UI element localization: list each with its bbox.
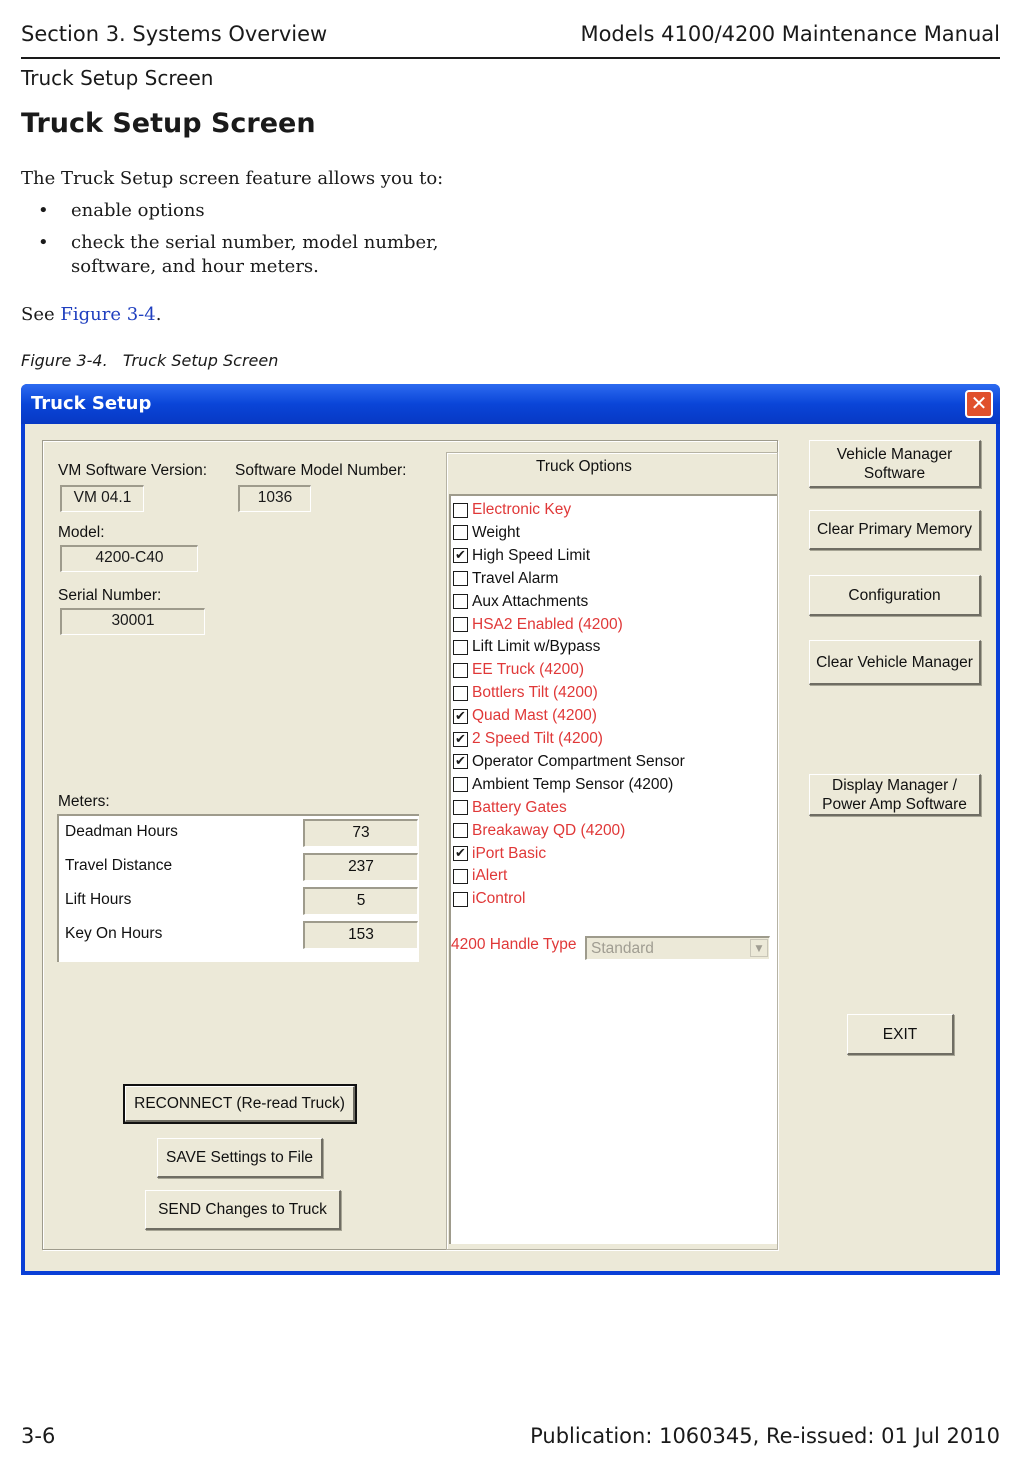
sw-model-label: Software Model Number: [235, 462, 407, 479]
bullet-item: enable options [71, 200, 205, 221]
truck-option-label: iAlert [472, 867, 508, 885]
truck-option-label: Breakaway QD (4200) [472, 821, 626, 839]
checkbox-unchecked[interactable] [453, 503, 468, 518]
checkbox-unchecked[interactable] [453, 800, 468, 815]
serial-number-field: 30001 [60, 608, 205, 635]
configuration-button[interactable] [809, 575, 981, 616]
send-changes-button[interactable] [145, 1190, 341, 1230]
sw-model-field: 1036 [238, 485, 311, 512]
truck-option-label: Weight [472, 523, 520, 541]
checkbox-unchecked[interactable] [453, 571, 468, 586]
truck-option-label: Electronic Key [472, 501, 572, 518]
checkbox-checked[interactable]: ✔ [453, 846, 468, 861]
exit-button[interactable] [847, 1014, 954, 1055]
meter-row [63, 816, 417, 850]
truck-option-item[interactable] [453, 821, 625, 841]
vehicle-manager-software-button[interactable] [809, 440, 981, 488]
bullet-dot: • [38, 200, 49, 221]
truck-option-label: Operator Compartment Sensor [472, 752, 685, 770]
handle-type-select[interactable] [585, 936, 770, 960]
meter-row [63, 918, 417, 952]
clear-vehicle-manager-label: Clear Vehicle Manager [816, 653, 973, 671]
truck-setup-window [21, 384, 1000, 1275]
truck-option-item[interactable] [453, 706, 597, 726]
truck-option-item[interactable] [453, 660, 584, 680]
reconnect-button[interactable] [125, 1086, 355, 1122]
model-label: Model: [58, 524, 105, 541]
meters-table [57, 814, 419, 962]
checkbox-unchecked[interactable] [453, 594, 468, 609]
truck-option-label: Lift Limit w/Bypass [472, 638, 601, 656]
bullet-item-continued: software, and hour meters. [71, 256, 319, 277]
checkbox-unchecked[interactable] [453, 617, 468, 632]
window-title: Truck Setup [31, 393, 152, 414]
save-settings-button[interactable] [157, 1138, 323, 1178]
chevron-down-icon[interactable]: ▼ [750, 939, 768, 957]
display-manager-software-button[interactable] [809, 774, 981, 816]
clear-primary-memory-label: Clear Primary Memory [816, 521, 972, 538]
truck-option-item[interactable] [453, 546, 590, 566]
meter-value: 5 [303, 887, 418, 915]
page-heading: Truck Setup Screen [21, 108, 316, 139]
configuration-label: Configuration [848, 586, 941, 604]
clear-primary-memory-button[interactable] [809, 510, 981, 550]
see-figure-line [21, 304, 161, 325]
truck-option-item[interactable] [453, 798, 567, 818]
truck-option-item[interactable] [453, 752, 685, 772]
header-section: Section 3. Systems Overview [21, 22, 328, 46]
title-bar[interactable] [21, 384, 1000, 424]
checkbox-unchecked[interactable] [453, 686, 468, 701]
meter-value: 237 [303, 853, 418, 881]
meter-label: Lift Hours [65, 891, 132, 908]
meter-label: Deadman Hours [65, 823, 178, 840]
checkbox-unchecked[interactable] [453, 640, 468, 655]
close-icon: ✕ [970, 391, 988, 415]
truck-option-item[interactable] [453, 775, 673, 795]
see-suffix: . [155, 304, 162, 325]
truck-option-label: Ambient Temp Sensor (4200) [472, 775, 674, 793]
checkbox-unchecked[interactable] [453, 823, 468, 838]
vm-version-label: VM Software Version: [58, 462, 208, 479]
display-manager-label-line2: Power Amp Software [822, 795, 967, 813]
truck-option-label: iControl [472, 890, 526, 908]
meter-label: Key On Hours [65, 925, 163, 942]
truck-option-label: 2 Speed Tilt (4200) [472, 730, 603, 747]
vehicle-manager-label-line1: Vehicle Manager [836, 445, 953, 463]
meters-label: Meters: [58, 793, 110, 810]
footer-publication: Publication: 1060345, Re-issued: 01 Jul 2010 [530, 1424, 1000, 1448]
header-rule [21, 57, 1000, 59]
truck-options-list [449, 494, 777, 1244]
checkbox-unchecked[interactable] [453, 777, 468, 792]
vm-version-field: VM 04.1 [60, 485, 144, 512]
checkbox-unchecked[interactable] [453, 525, 468, 540]
checkbox-checked[interactable]: ✔ [453, 709, 468, 724]
exit-label: EXIT [882, 1025, 918, 1043]
truck-option-item[interactable] [453, 615, 623, 635]
send-changes-button-label: SEND Changes to Truck [158, 1201, 327, 1218]
truck-option-item[interactable] [453, 866, 507, 886]
truck-option-label: Aux Attachments [472, 592, 589, 610]
truck-option-item[interactable] [453, 844, 546, 864]
checkbox-unchecked[interactable] [453, 869, 468, 884]
display-manager-label-line1: Display Manager / [832, 776, 957, 794]
meter-label: Travel Distance [65, 857, 173, 874]
reconnect-button-label: RECONNECT (Re-read Truck) [134, 1095, 345, 1112]
serial-number-label: Serial Number: [58, 587, 162, 604]
intro-text: The Truck Setup screen feature allows you to: [21, 168, 444, 189]
checkbox-checked[interactable]: ✔ [453, 732, 468, 747]
model-field: 4200-C40 [60, 545, 198, 572]
dialog-client-area [25, 424, 996, 1271]
handle-type-value: Standard [591, 940, 654, 957]
meter-row [63, 884, 417, 918]
truck-option-item[interactable] [453, 569, 558, 589]
truck-option-item[interactable] [453, 889, 525, 909]
header-manual-title: Models 4100/4200 Maintenance Manual [580, 22, 1000, 46]
truck-option-label: High Speed Limit [472, 546, 591, 564]
see-prefix: See [21, 304, 61, 325]
meter-value: 73 [303, 819, 418, 847]
checkbox-unchecked[interactable] [453, 663, 468, 678]
truck-option-item[interactable] [453, 729, 603, 749]
truck-option-item[interactable] [453, 523, 520, 543]
truck-option-label: EE Truck (4200) [472, 661, 584, 679]
truck-option-label: Bottlers Tilt (4200) [472, 684, 598, 702]
truck-options-label: Truck Options [536, 458, 632, 475]
truck-option-label: iPort Basic [472, 844, 547, 862]
bullet-item: check the serial number, model number, [71, 232, 439, 253]
handle-type-label: 4200 Handle Type [451, 936, 577, 953]
close-button[interactable] [965, 390, 993, 418]
truck-option-item[interactable] [453, 683, 598, 703]
truck-option-label: HSA2 Enabled (4200) [472, 615, 623, 633]
truck-option-item[interactable] [453, 637, 600, 657]
truck-option-label: Quad Mast (4200) [472, 707, 597, 725]
clear-vehicle-manager-button[interactable] [809, 640, 981, 685]
truck-option-item[interactable] [453, 500, 571, 520]
footer-page-number: 3-6 [21, 1424, 56, 1448]
truck-option-item[interactable] [453, 592, 588, 612]
figure-link[interactable]: Figure 3-4 [60, 304, 156, 325]
checkbox-checked[interactable]: ✔ [453, 548, 468, 563]
vehicle-manager-label-line2: Software [863, 464, 926, 482]
save-settings-button-label: SAVE Settings to File [165, 1149, 314, 1166]
truck-option-label: Travel Alarm [472, 569, 559, 587]
bullet-dot: • [38, 232, 49, 253]
subheader: Truck Setup Screen [21, 66, 214, 90]
checkbox-unchecked[interactable] [453, 892, 468, 907]
checkbox-checked[interactable]: ✔ [453, 754, 468, 769]
figure-caption: Figure 3-4. Truck Setup Screen [21, 351, 279, 370]
meter-row [63, 850, 417, 884]
truck-option-label: Battery Gates [472, 798, 567, 816]
meter-value: 153 [303, 921, 418, 949]
